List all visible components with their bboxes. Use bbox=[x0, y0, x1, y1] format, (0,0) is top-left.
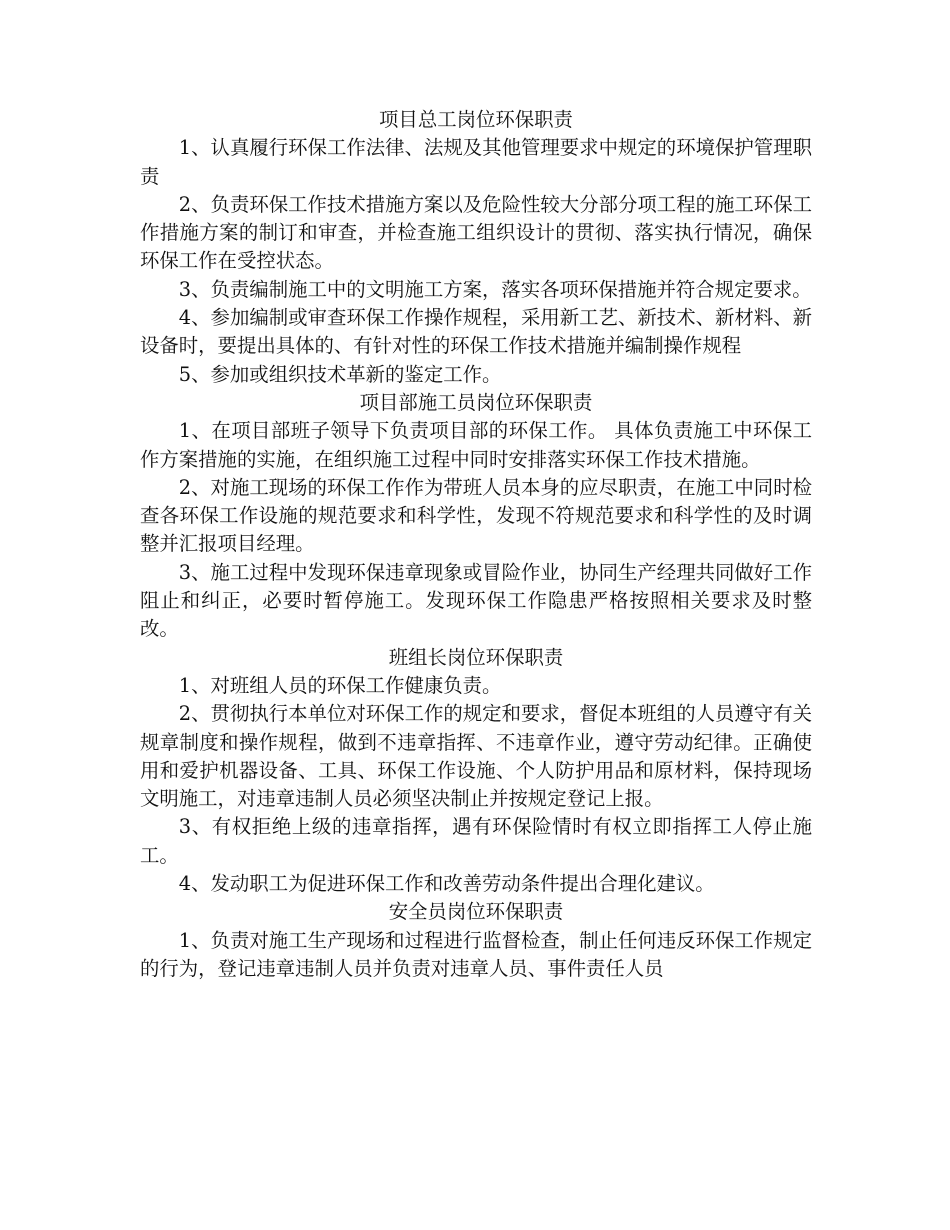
paragraph: 1、对班组人员的环保工作健康负责。 bbox=[178, 673, 502, 697]
paragraph: 1、在项目部班子领导下负责项目部的环保工作。 具体负责施工中环保工作方案措施的实施，在组织施工过程中同时安排落实环保工作技术措施。 bbox=[140, 419, 812, 471]
paragraph: 1、负责对施工生产现场和过程进行监督检查，制止任何违反环保工作规定的行为，登记违章违制人员并负责对违章人员、事件责任人员 bbox=[140, 928, 812, 980]
section-title: 班组长岗位环保职责 bbox=[388, 645, 564, 669]
section-team-leader bbox=[140, 644, 812, 899]
paragraph: 4、发动职工为促进环保工作和改善劳动条件提出合理化建议。 bbox=[178, 872, 715, 896]
paragraph: 3、有权拒绝上级的违章指挥，遇有环保险情时有权立即指挥工人停止施工。 bbox=[140, 815, 812, 867]
paragraph: 3、施工过程中发现环保违章现象或冒险作业，协同生产经理共同做好工作阻止和纠正，必要时暂停施工。发现环保工作隐患严格按照相关要求及时整改。 bbox=[140, 560, 812, 641]
section-safety-officer bbox=[140, 898, 812, 983]
section-chief-engineer bbox=[140, 106, 812, 389]
paragraph: 2、对施工现场的环保工作作为带班人员本身的应尽职责，在施工中同时检查各环保工作设施的规范要求和科学性，发现不符规范要求和科学性的及时调整并汇报项目经理。 bbox=[140, 475, 812, 556]
paragraph: 1、认真履行环保工作法律、法规及其他管理要求中规定的环境保护管理职责 bbox=[140, 136, 812, 188]
paragraph: 2、负责环保工作技术措施方案以及危险性较大分部分项工程的施工环保工作措施方案的制订和审查，并检查施工组织设计的贯彻、落实执行情况，确保环保工作在受控状态。 bbox=[140, 192, 812, 273]
section-title: 安全员岗位环保职责 bbox=[388, 900, 564, 924]
paragraph: 5、参加或组织技术革新的鉴定工作。 bbox=[178, 362, 502, 386]
document-page bbox=[140, 106, 812, 983]
section-construction-officer bbox=[140, 389, 812, 644]
section-title: 项目部施工员岗位环保职责 bbox=[359, 390, 593, 414]
paragraph: 3、负责编制施工中的文明施工方案，落实各项环保措施并符合规定要求。 bbox=[178, 277, 812, 301]
section-title: 项目总工岗位环保职责 bbox=[379, 108, 573, 131]
paragraph: 4、参加编制或审查环保工作操作规程，采用新工艺、新技术、新材料、新设备时，要提出具体的、有针对性的环保工作技术措施并编制操作规程 bbox=[140, 306, 812, 358]
paragraph: 2、贯彻执行本单位对环保工作的规定和要求，督促本班组的人员遵守有关规章制度和操作规程，做到不违章指挥、不违章作业，遵守劳动纪律。正确使用和爱护机器设备、工具、环保工作设施、个人防护用品和原材料，保持现场文明施工，对违章违制人员必须坚决制止并按规定登记上报。 bbox=[140, 702, 812, 811]
